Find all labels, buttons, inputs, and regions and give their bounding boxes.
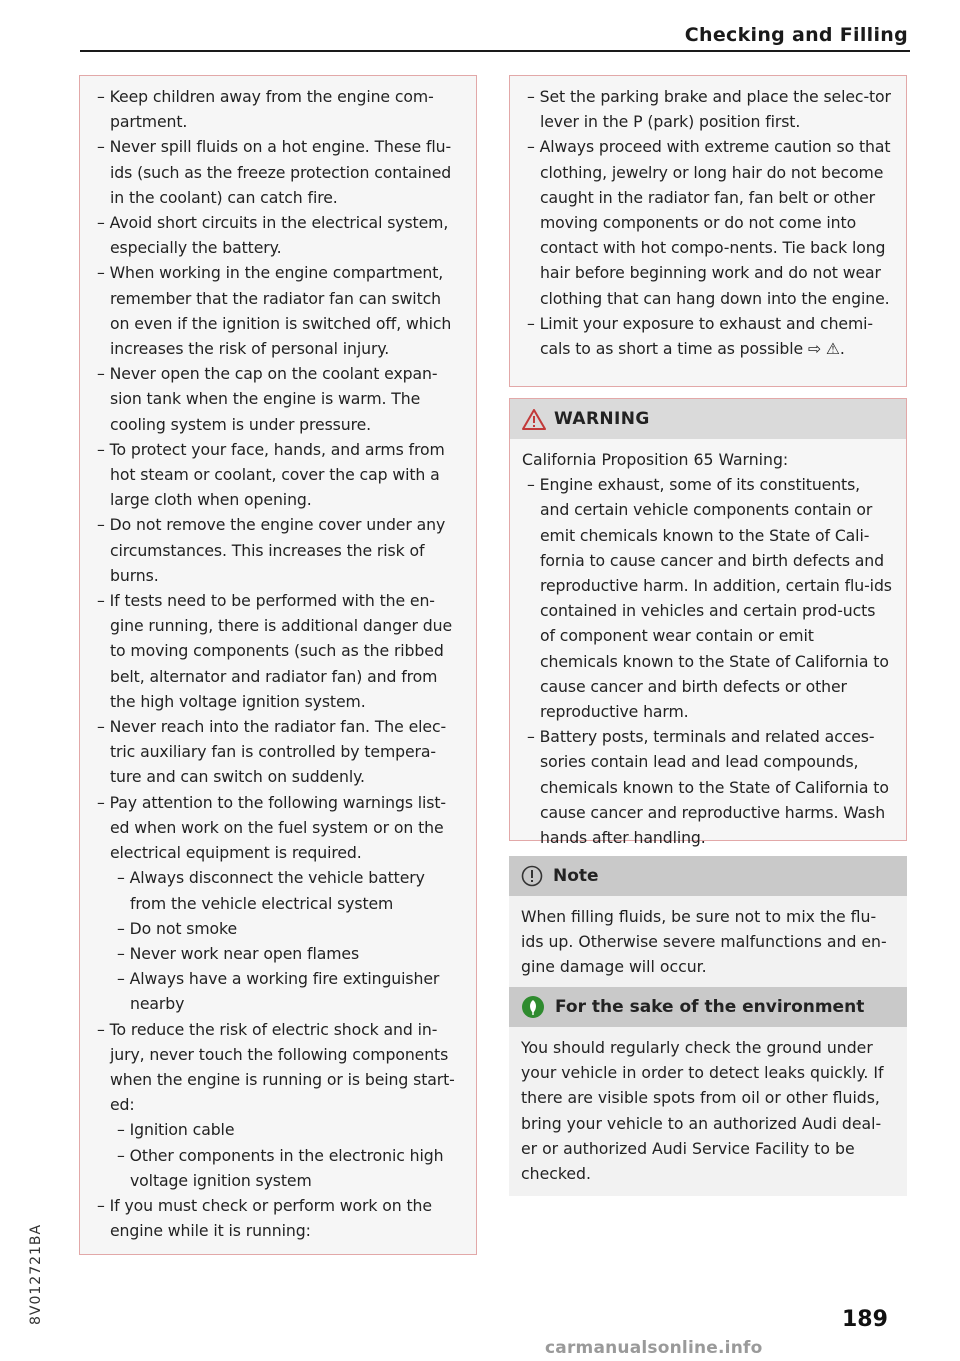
info-circle-icon bbox=[521, 865, 543, 887]
environment-header bbox=[509, 987, 907, 1027]
page-number: 189 bbox=[842, 1307, 888, 1332]
environment-leaf-icon bbox=[521, 995, 545, 1019]
warning-box bbox=[509, 398, 907, 848]
note-title: Note bbox=[553, 866, 599, 886]
sub-list-item: – Always disconnect the vehicle battery from the vehicle electrical system bbox=[92, 865, 462, 915]
sub-list-item: – Never work near open flames bbox=[92, 941, 462, 966]
warning-body bbox=[510, 439, 906, 850]
note-box bbox=[509, 856, 907, 977]
note-text: When filling fluids, be sure not to mix the flu-ids up. Otherwise severe malfunctions and en-gine damage will occur. bbox=[521, 907, 887, 977]
environment-body bbox=[509, 1027, 907, 1196]
list-item: – When working in the engine compartment, remember that the radiator fan can switch on even if the ignition is switched off, which increases the risk of personal injury. bbox=[92, 260, 462, 361]
watermark: carmanualsonline.info bbox=[545, 1338, 763, 1358]
list-item: – Never spill fluids on a hot engine. These flu-ids (such as the freeze protection contained in the coolant) can catch fire. bbox=[92, 134, 462, 210]
sub-list-item: – Always have a working fire extinguisher nearby bbox=[92, 966, 462, 1016]
environment-box bbox=[509, 987, 907, 1184]
list-item: – If tests need to be performed with the en-gine running, there is additional danger due to moving components (such as the ribbed belt, alternator and radiator fan) and from the high voltage ignition system. bbox=[92, 588, 462, 714]
list-item: – Never open the cap on the coolant expan-sion tank when the engine is warm. The cooling system is under pressure. bbox=[92, 361, 462, 437]
warning-list bbox=[522, 472, 894, 850]
environment-text: You should regularly check the ground under your vehicle in order to detect leaks quickly. If there are visible spots from oil or other fluids, bring your vehicle to an authorized Audi deal-er or authorized Audi Service Facility to be checked. bbox=[521, 1038, 884, 1184]
environment-title: For the sake of the environment bbox=[555, 997, 865, 1017]
sub-list-item: – Other components in the electronic high voltage ignition system bbox=[92, 1143, 462, 1193]
list-item: – Never reach into the radiator fan. The elec-tric auxiliary fan is controlled by tempera-ture and can switch on suddenly. bbox=[92, 714, 462, 790]
list-item: – Pay attention to the following warnings list-ed when work on the fuel system or on the electrical equipment is required. bbox=[92, 790, 462, 866]
sub-list-item: – Ignition cable bbox=[92, 1117, 462, 1142]
list-item: – Do not remove the engine cover under any circumstances. This increases the risk of burns. bbox=[92, 512, 462, 588]
engine-running-list bbox=[522, 84, 894, 361]
list-item: – Avoid short circuits in the electrical system, especially the battery. bbox=[92, 210, 462, 260]
warning-triangle-icon bbox=[522, 409, 546, 430]
list-item: – To protect your face, hands, and arms from hot steam or coolant, cover the cap with a large cloth when opening. bbox=[92, 437, 462, 513]
engine-running-box bbox=[509, 75, 907, 387]
list-item: – Engine exhaust, some of its constituents, and certain vehicle components contain or emit chemicals known to the State of Cali-fornia to cause cancer and birth defects and reproductive harm. In addition, certain flu-ids contained in vehicles and certain prod-ucts of component wear contain or emit chemicals known to the State of California to cause cancer and birth defects or other reproductive harm. bbox=[522, 472, 894, 724]
sub-list-item: – Do not smoke bbox=[92, 916, 462, 941]
header-rule bbox=[80, 50, 910, 52]
warning-title: WARNING bbox=[554, 409, 650, 429]
engine-safety-box bbox=[79, 75, 477, 1255]
warning-header bbox=[510, 399, 906, 439]
list-item: – If you must check or perform work on the engine while it is running: bbox=[92, 1193, 462, 1243]
engine-safety-list bbox=[92, 84, 462, 1243]
list-item: – Limit your exposure to exhaust and chemi-cals to as short a time as possible ⇨ ⚠. bbox=[522, 311, 894, 361]
warning-intro: California Proposition 65 Warning: bbox=[522, 450, 789, 469]
list-item: – Battery posts, terminals and related acces-sories contain lead and lead compounds, chemicals known to the State of California to cause cancer and reproductive harms. Wash hands after handling. bbox=[522, 724, 894, 850]
note-header bbox=[509, 856, 907, 896]
document-code: 8V012721BA bbox=[28, 1223, 44, 1325]
note-body bbox=[509, 896, 907, 990]
list-item: – Keep children away from the engine com-partment. bbox=[92, 84, 462, 134]
list-item: – To reduce the risk of electric shock and in-jury, never touch the following components when the engine is running or is being start-ed: bbox=[92, 1017, 462, 1118]
list-item: – Set the parking brake and place the selec-tor lever in the P (park) position first. bbox=[522, 84, 894, 134]
list-item: – Always proceed with extreme caution so that clothing, jewelry or long hair do not become caught in the radiator fan, fan belt or other moving components or do not come into contact with hot compo-nents. Tie back long hair before beginning work and do not wear clothing that can hang down into the engine. bbox=[522, 134, 894, 310]
section-title: Checking and Filling bbox=[684, 24, 908, 46]
